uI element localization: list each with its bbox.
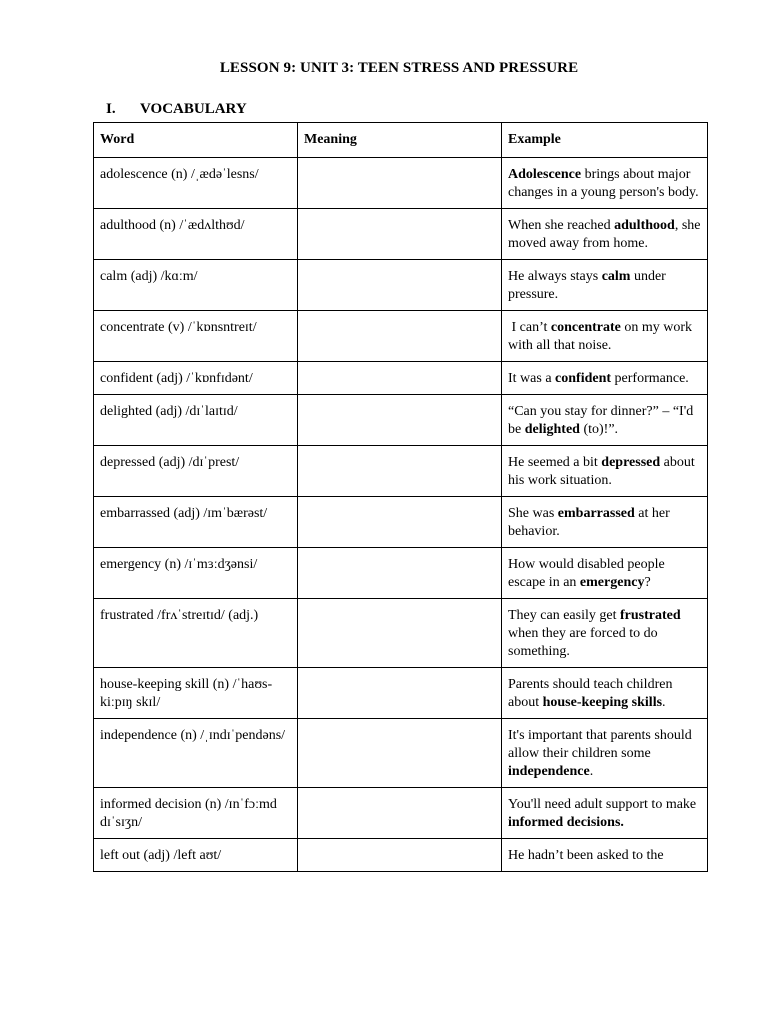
example-cell	[502, 446, 708, 497]
table-body	[94, 158, 708, 872]
example-cell	[502, 395, 708, 446]
table-row	[94, 497, 708, 548]
table-row	[94, 839, 708, 872]
example-keyword: informed decisions.	[508, 815, 624, 830]
example-cell	[502, 311, 708, 362]
example-text: When she reached	[508, 218, 615, 233]
table-row	[94, 395, 708, 446]
word-cell: embarrassed (adj) /ɪmˈbærəst/	[94, 497, 298, 548]
section-heading	[106, 101, 247, 118]
meaning-cell	[298, 362, 502, 395]
meaning-cell	[298, 497, 502, 548]
example-text: Parents should teach children about	[508, 677, 676, 710]
word-cell: concentrate (v) /ˈkɒnsntreɪt/	[94, 311, 298, 362]
meaning-cell	[298, 209, 502, 260]
word-cell: delighted (adj) /dɪˈlaɪtɪd/	[94, 395, 298, 446]
example-keyword: house-keeping skills	[542, 695, 663, 710]
section-number: I.	[106, 101, 116, 117]
table-row	[94, 311, 708, 362]
example-text: when they are forced to do something.	[508, 608, 685, 659]
example-keyword: Adolescence	[508, 167, 582, 182]
table-row	[94, 668, 708, 719]
example-text: , she moved away from home.	[508, 218, 704, 251]
example-text: (to)!”.	[579, 422, 619, 437]
meaning-cell	[298, 668, 502, 719]
example-text: .	[662, 695, 666, 710]
table-row	[94, 719, 708, 788]
meaning-cell	[298, 548, 502, 599]
word-cell: confident (adj) /ˈkɒnfɪdənt/	[94, 362, 298, 395]
section-label: VOCABULARY	[140, 101, 247, 117]
example-text: brings about major changes in a young person's body.	[508, 167, 699, 200]
word-cell: emergency (n) /ɪˈmɜːdʒənsi/	[94, 548, 298, 599]
header-word: Word	[94, 123, 298, 158]
example-text: How would disabled people escape in an	[508, 557, 669, 590]
example-text: ?	[644, 575, 651, 590]
example-text: It's important that parents should allow their children some	[508, 728, 696, 761]
example-keyword: delighted	[524, 422, 580, 437]
table-row	[94, 788, 708, 839]
example-keyword: embarrassed	[557, 506, 635, 521]
example-text: You'll need adult support to make	[508, 797, 700, 812]
example-keyword: concentrate	[550, 320, 621, 335]
example-text: about his work situation.	[508, 455, 699, 488]
meaning-cell	[298, 719, 502, 788]
table-row	[94, 158, 708, 209]
example-cell	[502, 788, 708, 839]
word-cell: adulthood (n) /ˈædʌlthʊd/	[94, 209, 298, 260]
word-cell: informed decision (n) /ɪnˈfɔːmd dɪˈsɪʒn/	[94, 788, 298, 839]
example-keyword: adulthood	[614, 218, 675, 233]
example-cell	[502, 599, 708, 668]
example-text: on my work with all that noise.	[508, 320, 696, 353]
example-cell	[502, 209, 708, 260]
example-text: under pressure.	[508, 269, 670, 302]
word-cell: left out (adj) /left aʊt/	[94, 839, 298, 872]
example-text: .	[589, 764, 594, 779]
word-cell: house-keeping skill (n) /ˈhaʊs-kiːpɪŋ skɪl/	[94, 668, 298, 719]
example-cell	[502, 260, 708, 311]
header-example: Example	[502, 123, 708, 158]
word-cell: depressed (adj) /dɪˈprest/	[94, 446, 298, 497]
meaning-cell	[298, 395, 502, 446]
word-cell: adolescence (n) /ˌædəˈlesns/	[94, 158, 298, 209]
table-row	[94, 446, 708, 497]
example-text: It was a	[508, 371, 556, 386]
header-meaning: Meaning	[298, 123, 502, 158]
example-keyword: calm	[601, 269, 631, 284]
meaning-cell	[298, 158, 502, 209]
table-row	[94, 260, 708, 311]
example-text: He hadn’t been asked to the	[508, 848, 664, 863]
table-header-row	[94, 123, 708, 158]
example-text: They can easily get	[508, 608, 620, 623]
vocabulary-table	[93, 122, 708, 872]
meaning-cell	[298, 311, 502, 362]
example-text: He always stays	[508, 269, 602, 284]
example-cell	[502, 497, 708, 548]
word-cell: calm (adj) /kɑːm/	[94, 260, 298, 311]
table-row	[94, 362, 708, 395]
example-text: at her behavior.	[508, 506, 674, 539]
example-text: She was	[508, 506, 558, 521]
example-keyword: emergency	[579, 575, 645, 590]
meaning-cell	[298, 446, 502, 497]
example-text: He seemed a bit	[508, 455, 602, 470]
example-cell	[502, 668, 708, 719]
word-cell: independence (n) /ˌɪndɪˈpendəns/	[94, 719, 298, 788]
example-keyword: depressed	[601, 455, 661, 470]
example-keyword: frustrated	[619, 608, 681, 623]
meaning-cell	[298, 260, 502, 311]
example-cell	[502, 548, 708, 599]
lesson-title: LESSON 9: UNIT 3: TEEN STRESS AND PRESSURE	[219, 60, 579, 76]
example-keyword: confident	[555, 371, 612, 386]
meaning-cell	[298, 788, 502, 839]
example-cell	[502, 362, 708, 395]
example-text: I can’t	[508, 320, 551, 335]
example-text: “Can you stay for dinner?” – “I'd be	[508, 404, 697, 437]
example-cell	[502, 158, 708, 209]
meaning-cell	[298, 599, 502, 668]
table-row	[94, 548, 708, 599]
example-text: performance.	[611, 371, 689, 386]
table-row	[94, 209, 708, 260]
example-cell	[502, 839, 708, 872]
word-cell: frustrated /frʌˈstreɪtɪd/ (adj.)	[94, 599, 298, 668]
example-keyword: independence	[508, 764, 590, 779]
example-cell	[502, 719, 708, 788]
table-row	[94, 599, 708, 668]
meaning-cell	[298, 839, 502, 872]
